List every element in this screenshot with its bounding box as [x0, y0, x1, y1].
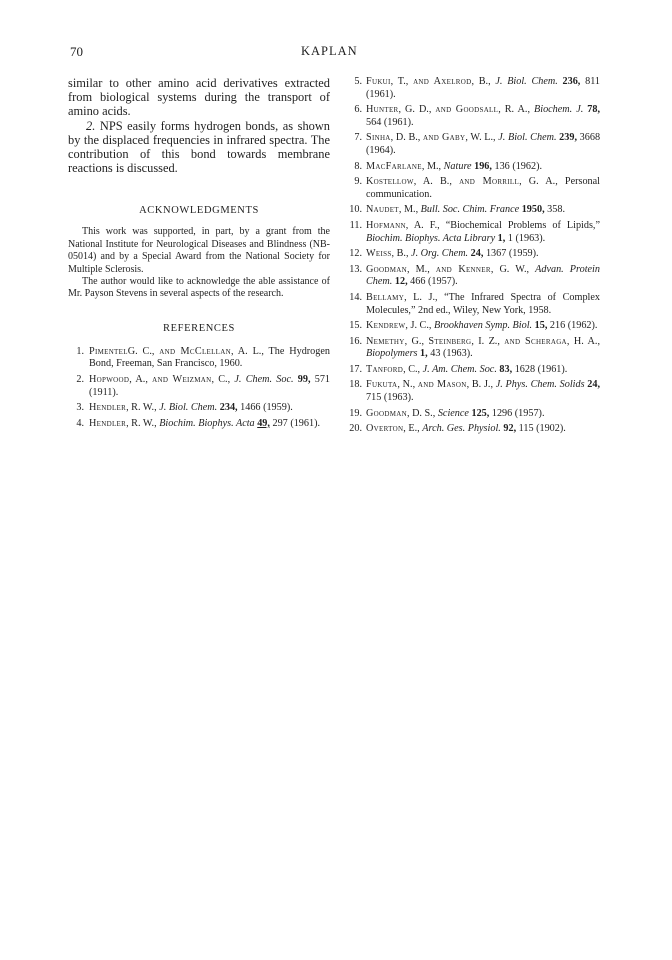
reference-number: 3. [76, 402, 84, 414]
reference-text-segment: 3668 (1964). [366, 132, 601, 156]
reference-list-right [342, 76, 600, 436]
reference-item [342, 220, 600, 245]
reference-text [366, 220, 600, 245]
reference-item [342, 292, 600, 317]
reference-text [89, 418, 330, 431]
reference-text-segment: Hunter [366, 104, 399, 116]
reference-number: 1. [76, 345, 84, 357]
reference-text-segment: 24, [468, 248, 484, 260]
body-paragraph-2 [68, 119, 330, 176]
reference-text-segment: , A., [129, 374, 153, 386]
body-paragraph-1: similar to other amino acid derivatives extracted from biological systems during the transport of amino acids. [68, 76, 330, 119]
reference-text-segment: , B., [391, 248, 412, 260]
reference-text-segment: 15, [532, 320, 548, 332]
reference-number: 16. [349, 335, 362, 347]
reference-text-segment: J. Am. Chem. Soc. [422, 363, 497, 375]
reference-text-segment: and Gaby [423, 132, 466, 144]
reference-text-segment: and Axelrod [413, 76, 472, 87]
reference-text-segment: J. Biol. Chem. [159, 402, 218, 414]
reference-text-segment: 1 (1963). [505, 232, 546, 244]
reference-text-segment: Bellamy [366, 291, 405, 303]
reference-text-segment: and Scheraga [504, 335, 567, 347]
paragraph-text: NPS easily forms hydrogen bonds, as shown by the displaced frequencies in infrared spectra. The contribution of this bond towards membrane reactions is discussed. [68, 118, 330, 176]
reference-text-segment: and Morrill [459, 176, 520, 188]
reference-list-left [68, 346, 330, 431]
reference-text-segment: Brookhaven Symp. Biol. [434, 320, 533, 332]
reference-text [366, 132, 600, 157]
reference-text-segment: J. Biol. Chem. [498, 132, 557, 144]
reference-text-segment: Overton [366, 423, 404, 435]
reference-text [366, 423, 600, 436]
reference-text [366, 104, 600, 129]
reference-text-segment: 125, [468, 407, 490, 419]
reference-text-segment: Steinberg [428, 335, 472, 347]
reference-text-segment: , H. A., [566, 335, 600, 347]
reference-text-segment: , C., [211, 374, 235, 386]
reference-text-segment: 49, [257, 417, 270, 429]
reference-text-segment: , E., [403, 423, 423, 435]
right-column [342, 76, 600, 439]
reference-text [366, 161, 600, 174]
reference-item [342, 364, 600, 377]
reference-number: 13. [349, 263, 362, 275]
reference-text-segment: 1628 (1961). [512, 363, 568, 375]
reference-number: 15. [349, 320, 362, 332]
reference-text-segment: , I. Z., [471, 335, 505, 347]
reference-text [366, 264, 600, 289]
reference-text-segment: 1, [495, 232, 506, 244]
reference-text-segment: , R. W., [126, 417, 160, 429]
reference-text-segment: 236, [557, 76, 581, 87]
reference-text-segment: , M., [398, 204, 421, 216]
reference-text-segment: , G., [404, 335, 429, 347]
reference-text-segment: and Kenner [435, 263, 491, 275]
reference-text-segment: Bull. Soc. Chim. France [420, 204, 520, 216]
reference-text [366, 248, 600, 261]
reference-text-segment: , B. J., [466, 379, 496, 391]
reference-text-segment: and Goodsall [435, 104, 499, 116]
reference-item [68, 374, 330, 399]
reference-text-segment: 715 (1963). [366, 392, 414, 404]
reference-text [89, 346, 330, 371]
reference-number: 12. [349, 248, 362, 260]
reference-text-segment: 115 (1902). [516, 423, 566, 435]
reference-text-segment: , N., [397, 379, 418, 391]
reference-text-segment: , M., [406, 263, 436, 275]
reference-text-segment: and Weizman [152, 374, 212, 386]
reference-text-segment: J. Phys. Chem. Solids [495, 379, 585, 391]
reference-text-segment: Tanford [366, 363, 404, 375]
reference-item [342, 264, 600, 289]
reference-item [342, 423, 600, 436]
reference-text-segment: Fukui [366, 76, 391, 87]
reference-text-segment: 24, [584, 379, 601, 391]
reference-number: 20. [349, 423, 362, 435]
reference-text-segment: 564 (1961). [366, 116, 414, 128]
reference-number: 6. [354, 104, 362, 116]
reference-text [366, 320, 600, 333]
reference-text-segment: MacFarlane [366, 160, 422, 172]
reference-text-segment: Arch. Ges. Physiol. [422, 423, 501, 435]
reference-text [366, 76, 600, 101]
reference-text-segment: Science [437, 407, 469, 419]
reference-text-segment: 1296 (1957). [489, 407, 545, 419]
reference-text-segment: G. C., [127, 345, 160, 357]
reference-item [68, 402, 330, 415]
reference-text-segment: Biopolymers [366, 348, 418, 360]
acknowledgments-paragraph-1: This work was supported, in part, by a grant from the National Institute for Neurological Diseases and Blindness (NB-05014) and by a Special Award from the National Society for Multiple Sclerosis. [68, 226, 330, 275]
reference-text-segment: , D. B., [390, 132, 423, 144]
reference-text [366, 408, 600, 421]
references-heading: REFERENCES [163, 322, 235, 334]
reference-text-segment: Hendler [89, 402, 127, 414]
reference-text-segment: 466 (1957). [407, 276, 458, 288]
reference-item [342, 248, 600, 261]
reference-text-segment: 1466 (1959). [237, 402, 293, 414]
reference-text-segment: and [159, 345, 176, 357]
reference-number: 19. [349, 407, 362, 419]
reference-text-segment: , R. A., [498, 104, 535, 116]
reference-text-segment: Naudet [366, 204, 399, 216]
acknowledgments-paragraph-2: The author would like to acknowledge the able assistance of Mr. Payson Stevens in several aspects of the research. [68, 276, 330, 300]
reference-text-segment: , B., [471, 76, 496, 87]
reference-item [342, 379, 600, 404]
reference-text-segment: , T., [390, 76, 414, 87]
reference-text-segment: , R. W., [126, 402, 160, 414]
reference-text-segment: Sinha [366, 132, 391, 144]
reference-text-segment: 239, [556, 132, 577, 144]
reference-item [342, 320, 600, 333]
reference-text-segment: , A. L., The Hydrogen Bond, Freeman, San Francisco, 1960. [89, 345, 330, 370]
reference-text [89, 402, 330, 415]
reference-text [366, 336, 600, 361]
reference-item [342, 161, 600, 174]
page-number: 70 [70, 44, 83, 59]
reference-text-segment: 571 (1911). [89, 374, 331, 398]
reference-number: 11. [349, 219, 362, 231]
reference-text [366, 176, 600, 201]
reference-item [68, 346, 330, 371]
reference-text-segment: Biochim. Biophys. Acta [159, 417, 255, 429]
reference-number: 7. [354, 132, 362, 144]
reference-item [342, 336, 600, 361]
reference-number: 8. [354, 160, 362, 172]
reference-item [68, 418, 330, 431]
reference-text-segment: 358. [544, 204, 565, 216]
reference-number: 14. [349, 291, 362, 303]
reference-item [342, 176, 600, 201]
reference-text-segment: , A. B., [413, 176, 460, 188]
reference-number: 18. [349, 379, 362, 391]
reference-text-segment: , A. F., “Biochemical Problems of Lipids,” [405, 219, 600, 231]
reference-text-segment: J. Biol. Chem. [495, 76, 558, 87]
reference-number: 4. [76, 417, 84, 429]
reference-number: 9. [354, 176, 362, 188]
reference-text-segment: Fukuta [366, 379, 398, 391]
reference-item [342, 132, 600, 157]
reference-text-segment: Nemethy [366, 335, 405, 347]
reference-text-segment: 92, [500, 423, 517, 435]
reference-text-segment: 136 (1962). [491, 160, 543, 172]
reference-text-segment: , W. L., [465, 132, 499, 144]
reference-text [366, 204, 600, 217]
reference-text-segment: 12, [392, 276, 408, 288]
reference-text-segment: 99, [293, 374, 311, 386]
reference-text-segment: Biochim. Biophys. Acta Library [366, 232, 496, 244]
reference-text-segment: Hopwood [89, 374, 130, 386]
reference-text-segment: , C., [403, 363, 423, 375]
reference-text-segment: , D. S., [406, 407, 438, 419]
reference-number: 5. [354, 76, 362, 87]
reference-text-segment: 43 (1963). [427, 348, 473, 360]
reference-text [366, 379, 600, 404]
running-head: KAPLAN [301, 44, 358, 58]
reference-text-segment: Biochem. J. [534, 104, 584, 116]
reference-number: 2. [76, 374, 84, 386]
reference-item [342, 104, 600, 129]
reference-text-segment: Goodman [366, 263, 407, 275]
reference-text-segment: Hofmann [366, 219, 406, 231]
reference-number: 17. [349, 363, 362, 375]
reference-number: 10. [349, 204, 362, 216]
reference-text-segment: 78, [583, 104, 601, 116]
reference-item [342, 76, 600, 101]
reference-text-segment: Goodman [366, 407, 407, 419]
reference-text-segment: 1950, [519, 204, 545, 216]
reference-text [366, 292, 600, 317]
reference-text-segment: , M., [421, 160, 444, 172]
acknowledgments-heading: ACKNOWLEDGMENTS [139, 205, 259, 217]
reference-text-segment: Advan. Protein Chem. [366, 263, 600, 288]
reference-text-segment: 196, [471, 160, 492, 172]
reference-text-segment: J. Chem. Soc. [234, 374, 294, 386]
reference-text-segment: 1, [417, 348, 428, 360]
reference-text-segment: Hendler [89, 417, 127, 429]
paragraph-number: 2. [86, 118, 96, 133]
reference-text [366, 364, 600, 377]
reference-text-segment: Pimentel [89, 345, 128, 357]
reference-item [342, 408, 600, 421]
reference-text-segment: 297 (1961). [269, 417, 321, 429]
reference-text-segment: Kendrew [366, 320, 406, 332]
reference-item [342, 204, 600, 217]
reference-text-segment: 811 (1961). [366, 76, 601, 100]
reference-text-segment: , L. J., “The Infrared Spectra of Complex Molecules,” 2nd ed., Wiley, New York, 1958. [366, 291, 600, 316]
reference-text-segment: Kostellow [366, 176, 414, 188]
reference-text-segment: McClellan [175, 345, 231, 357]
reference-text [89, 374, 330, 399]
reference-text-segment: Weiss [366, 248, 392, 260]
reference-text-segment: 1367 (1959). [483, 248, 539, 260]
reference-text-segment: 234, [217, 402, 238, 414]
reference-text-segment: , G. W., [490, 263, 536, 275]
reference-text-segment: J. Org. Chem. [411, 248, 469, 260]
reference-text-segment: 216 (1962). [547, 320, 598, 332]
reference-text-segment: , G. D., [398, 104, 436, 116]
reference-text-segment: 83, [496, 363, 513, 375]
reference-text-segment: , J. C., [405, 320, 434, 332]
left-column [68, 76, 330, 433]
reference-text-segment: and Mason [417, 379, 467, 391]
reference-text-segment: , G. A., Personal communication. [366, 176, 600, 200]
reference-text-segment: Nature [443, 160, 472, 172]
